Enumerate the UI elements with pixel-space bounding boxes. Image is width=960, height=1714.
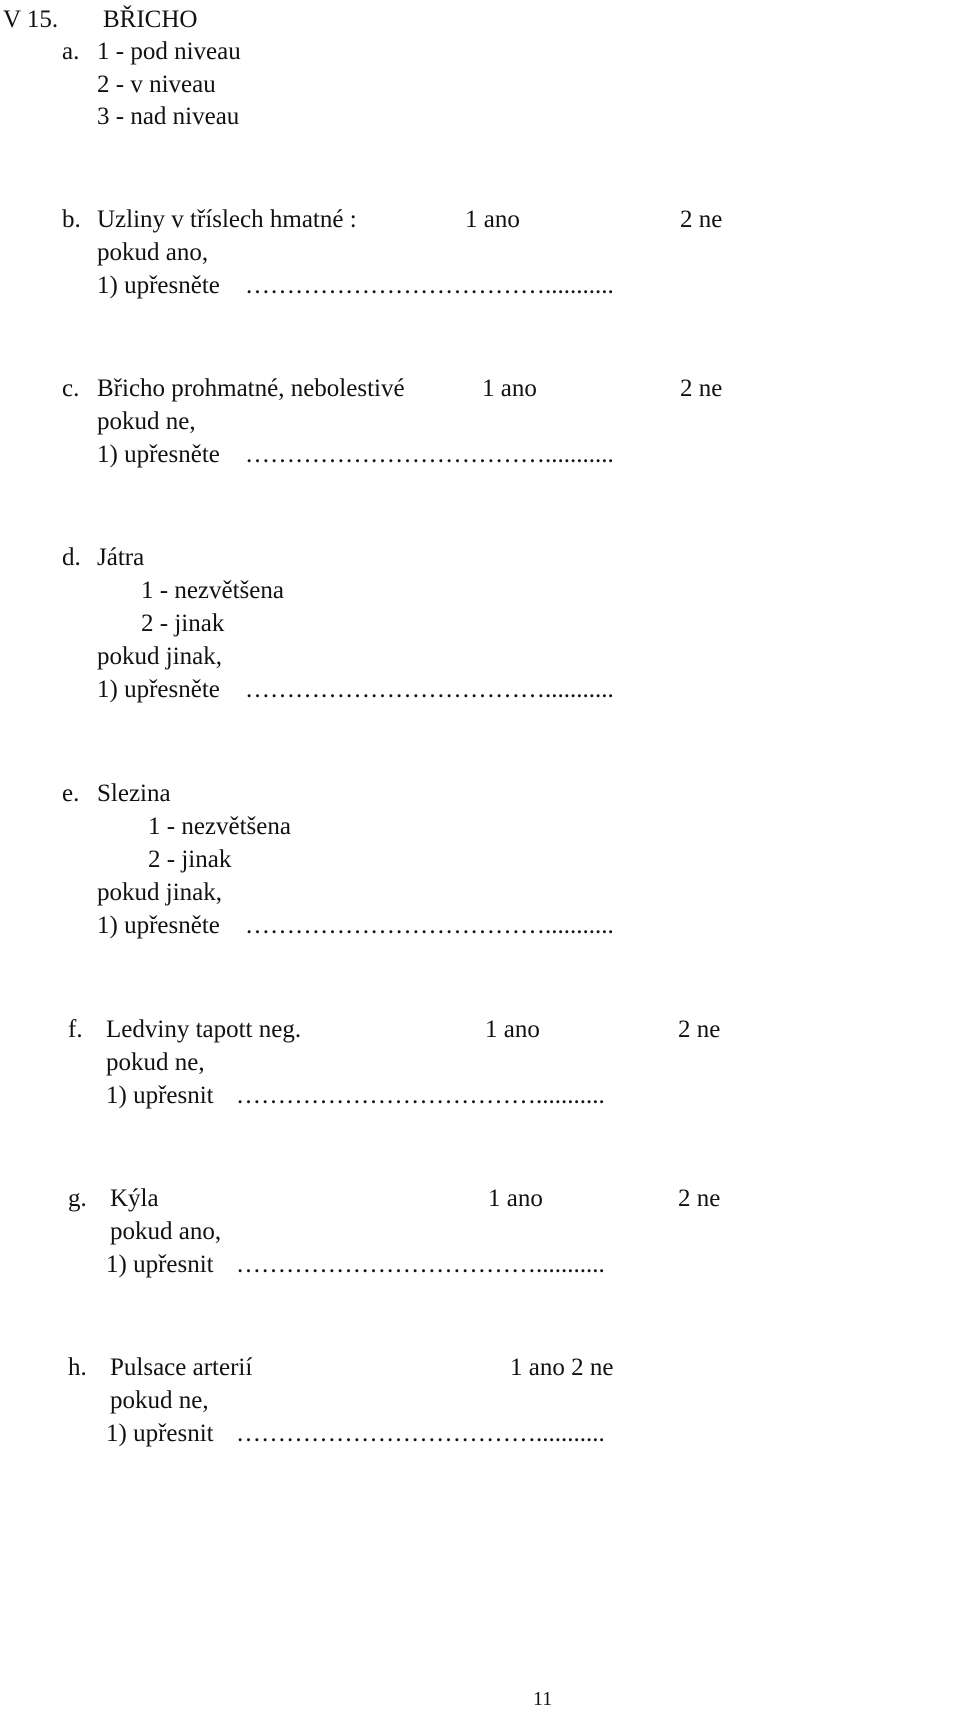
- item-d-specify: 1) upřesněte: [97, 676, 220, 703]
- item-f-specify: 1) upřesnit: [106, 1082, 214, 1109]
- section-number: V 15.: [3, 6, 59, 33]
- item-e-dots: ………………………………...........: [245, 912, 614, 939]
- item-e-condition: pokud jinak,: [97, 879, 222, 906]
- item-d-dots: ………………………………...........: [245, 676, 614, 703]
- item-f-condition: pokud ne,: [106, 1049, 205, 1076]
- item-h-dots: ………………………………...........: [236, 1420, 605, 1447]
- item-c-yes: 1 ano: [482, 375, 537, 402]
- item-a-option-1: 1 - pod niveau: [97, 38, 241, 65]
- item-c-condition: pokud ne,: [97, 408, 196, 435]
- item-h-letter: h.: [68, 1354, 87, 1381]
- item-b-specify: 1) upřesněte: [97, 272, 220, 299]
- item-b-no: 2 ne: [680, 206, 723, 233]
- item-a-option-3: 3 - nad niveau: [97, 103, 240, 130]
- item-c-specify: 1) upřesněte: [97, 441, 220, 468]
- item-e-question: Slezina: [97, 780, 171, 807]
- section-title: BŘICHO: [103, 6, 198, 33]
- item-f-no: 2 ne: [678, 1016, 721, 1043]
- item-f-yes: 1 ano: [485, 1016, 540, 1043]
- item-b-question: Uzliny v tříslech hmatné :: [97, 206, 357, 233]
- item-h-condition: pokud ne,: [110, 1387, 209, 1414]
- item-b-condition: pokud ano,: [97, 239, 209, 266]
- item-b-yes: 1 ano: [465, 206, 520, 233]
- item-d-letter: d.: [62, 544, 81, 571]
- item-g-letter: g.: [68, 1185, 87, 1212]
- item-h-question: Pulsace arterií: [110, 1354, 253, 1381]
- item-g-yes: 1 ano: [488, 1185, 543, 1212]
- item-f-letter: f.: [68, 1016, 83, 1043]
- item-e-specify: 1) upřesněte: [97, 912, 220, 939]
- item-g-no: 2 ne: [678, 1185, 721, 1212]
- item-e-option-2: 2 - jinak: [148, 846, 232, 873]
- item-d-option-2: 2 - jinak: [141, 610, 225, 637]
- item-b-letter: b.: [62, 206, 81, 233]
- item-d-question: Játra: [97, 544, 145, 571]
- item-g-condition: pokud ano,: [110, 1218, 222, 1245]
- item-g-dots: ………………………………...........: [236, 1251, 605, 1278]
- item-d-condition: pokud jinak,: [97, 643, 222, 670]
- item-b-dots: ………………………………...........: [245, 272, 614, 299]
- item-g-question: Kýla: [110, 1185, 159, 1212]
- item-c-question: Břicho prohmatné, nebolestivé: [97, 375, 405, 402]
- item-a-option-2: 2 - v niveau: [97, 71, 216, 98]
- item-c-no: 2 ne: [680, 375, 723, 402]
- item-d-option-1: 1 - nezvětšena: [141, 577, 284, 604]
- item-f-question: Ledviny tapott neg.: [106, 1016, 302, 1043]
- item-e-letter: e.: [62, 780, 80, 807]
- item-g-specify: 1) upřesnit: [106, 1251, 214, 1278]
- item-c-dots: ………………………………...........: [245, 441, 614, 468]
- item-h-specify: 1) upřesnit: [106, 1420, 214, 1447]
- item-f-dots: ………………………………...........: [236, 1082, 605, 1109]
- page-number: 11: [533, 1688, 553, 1710]
- item-h-yes-no: 1 ano 2 ne: [510, 1354, 614, 1381]
- item-a-letter: a.: [62, 38, 80, 65]
- item-c-letter: c.: [62, 375, 80, 402]
- item-e-option-1: 1 - nezvětšena: [148, 813, 291, 840]
